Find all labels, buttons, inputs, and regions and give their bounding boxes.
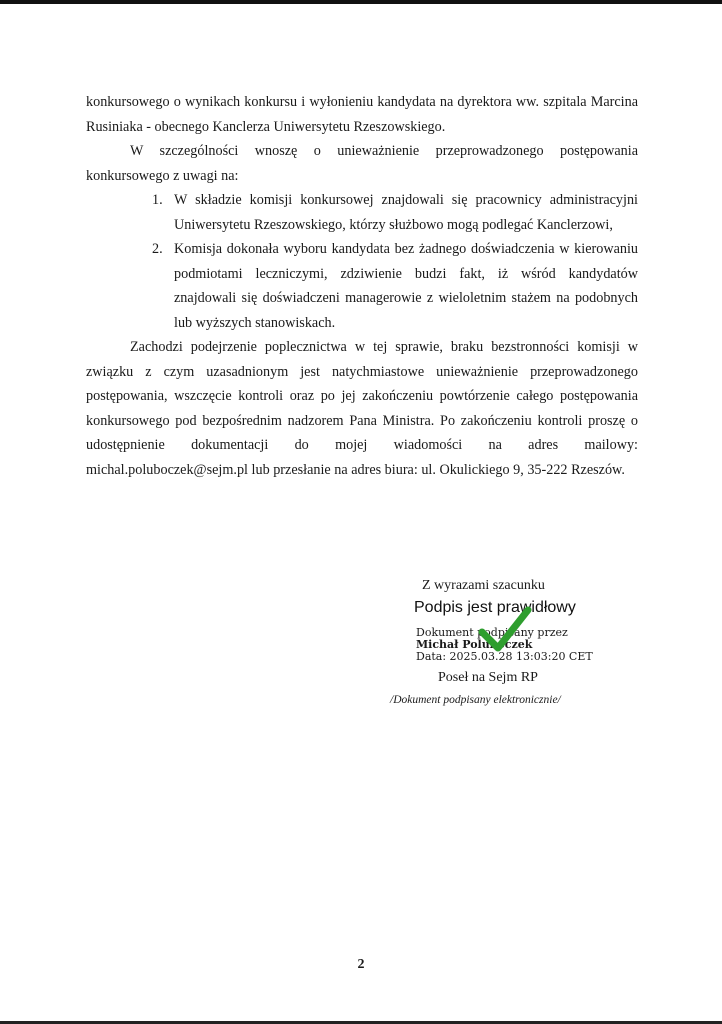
checkmark-icon xyxy=(478,604,532,654)
signer-role: Poseł na Sejm RP xyxy=(438,670,538,685)
electronic-signature-note: /Dokument podpisany elektronicznie/ xyxy=(390,694,561,706)
list-item xyxy=(86,188,638,237)
letter-body xyxy=(86,90,638,482)
list-item-text: Komisja dokonała wyboru kandydata bez żadnego doświadczenia w kierowaniu podmiotami leczniczymi, zdziwienie budzi fakt, iż wśród kandydatów znajdowali się doświadczeni managerowie z wieloletnim stażem na podobnych lub wyższych stanowiskach. xyxy=(174,241,638,331)
list-item-text: W składzie komisji konkursowej znajdowali się pracownicy administracyjni Uniwersytetu Rzeszowskiego, którzy służbowo mogą podlegać Kanclerzowi, xyxy=(174,192,638,233)
top-border xyxy=(0,0,722,4)
points-list xyxy=(86,188,638,335)
page-number: 2 xyxy=(357,957,365,972)
signer-name: Michał Poluboczek xyxy=(416,638,533,651)
signature-valid-label: Podpis jest prawidłowy xyxy=(414,599,576,616)
request-paragraph: W szczególności wnoszę o unieważnienie przeprowadzonego postępowania konkursowego z uwagi na: xyxy=(86,143,638,184)
closing-salutation: Z wyrazami szacunku xyxy=(422,578,545,593)
signed-by-label: Dokument podpisany przez xyxy=(416,626,568,639)
conclusion-paragraph: Zachodzi podejrzenie poplecznictwa w tej sprawie, braku bezstronności komisji w związku z czym uzasadnionym jest natychmiastowe unieważnienie przeprowadzonego postępowania, wszczęcie kontroli oraz po jej zakończeniu powtórzenie całego postępowania konkursowego pod bezpośrednim nadzorem Pana Ministra. Po zakończeniu kontroli proszę o udostępnienie dokumentacji do mojej wiadomości na adres mailowy: michal.poluboczek@sejm.pl lub przesłanie na adres biura: ul. Okulickiego 9, 35-222 Rzeszów. xyxy=(86,339,638,478)
list-item-number: 1. xyxy=(152,192,163,208)
continuation-paragraph: konkursowego o wynikach konkursu i wyłonieniu kandydata na dyrektora ww. szpitala Marcina Rusiniaka - obecnego Kanclerza Uniwersytetu Rzeszowskiego. xyxy=(86,94,638,135)
list-item xyxy=(86,237,638,335)
list-item-number: 2. xyxy=(152,241,163,257)
signature-date: Data: 2025.03.28 13:03:20 CET xyxy=(416,650,593,663)
